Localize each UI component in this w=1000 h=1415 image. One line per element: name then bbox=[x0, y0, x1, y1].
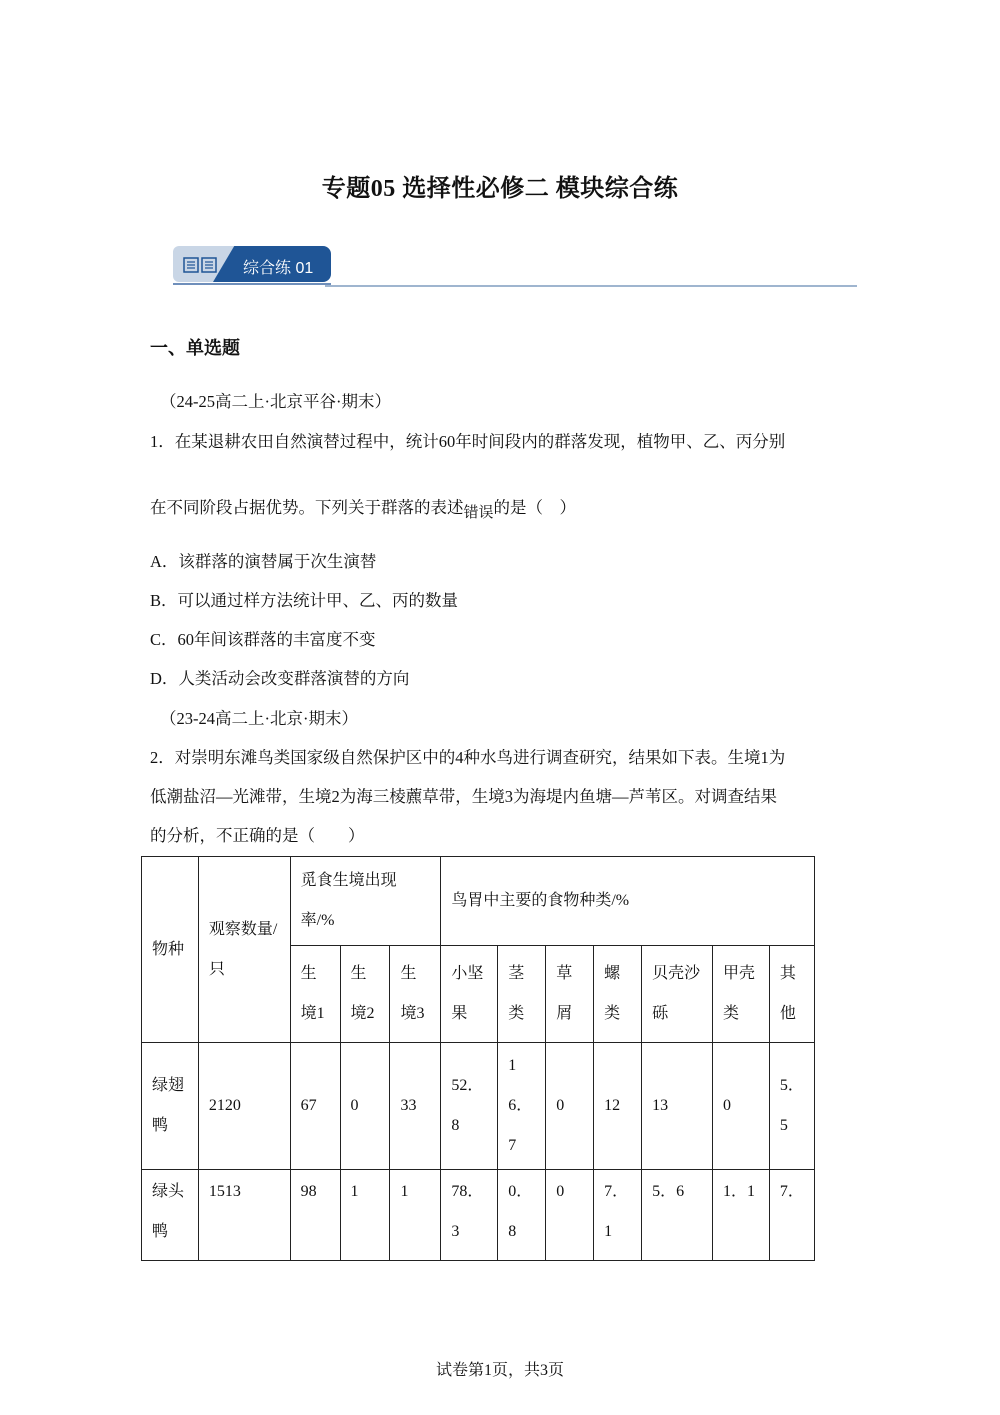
cell-f6: 0 bbox=[712, 1043, 769, 1170]
cell-count: 1513 bbox=[198, 1170, 290, 1261]
q1-option-c: C．60年间该群落的丰富度不变 bbox=[150, 630, 376, 649]
cell-f1: 52．8 bbox=[441, 1043, 498, 1170]
header-habitat-1: 生境1 bbox=[290, 946, 340, 1043]
cell-count: 2120 bbox=[198, 1043, 290, 1170]
cell-h1: 67 bbox=[290, 1043, 340, 1170]
q1-stem-emphasis: 错误 bbox=[463, 505, 494, 521]
cell-f2: 16．7 bbox=[498, 1043, 546, 1170]
page-footer: 试卷第1页，共3页 bbox=[435, 1362, 564, 1379]
cell-f4: 7．1 bbox=[594, 1170, 642, 1261]
cell-f4: 12 bbox=[594, 1043, 642, 1170]
survey-table bbox=[141, 856, 815, 1261]
cell-species: 绿头鸭 bbox=[142, 1170, 199, 1261]
cell-h2: 1 bbox=[340, 1170, 390, 1261]
banner-underline bbox=[173, 283, 331, 285]
table-row bbox=[142, 1043, 815, 1170]
banner-label: 综合练 01 bbox=[243, 260, 314, 277]
q1-stem-end: 的是（ ） bbox=[493, 498, 577, 517]
header-species: 物种 bbox=[142, 857, 199, 1043]
q2-source: （23-24高二上·北京·期末） bbox=[160, 709, 358, 728]
header-food-shell-gravel: 贝壳沙砾 bbox=[642, 946, 713, 1043]
cell-f7: 7． bbox=[769, 1170, 814, 1261]
q2-stem-line3: 的分析，不正确的是（ ） bbox=[150, 826, 365, 845]
header-habitat-2: 生境2 bbox=[340, 946, 390, 1043]
section-banner bbox=[173, 246, 331, 284]
header-count: 观察数量/只 bbox=[198, 857, 290, 1043]
cell-f7: 5．5 bbox=[769, 1043, 814, 1170]
q1-stem-line2 bbox=[150, 494, 577, 521]
section-heading: 一、单选题 bbox=[150, 338, 240, 359]
q1-option-b: B．可以通过样方法统计甲、乙、丙的数量 bbox=[150, 591, 459, 610]
header-food: 鸟胃中主要的食物种类/% bbox=[441, 857, 815, 946]
header-habitat: 觅食生境出现率/% bbox=[290, 857, 441, 946]
header-rule bbox=[325, 285, 857, 287]
header-habitat-3: 生境3 bbox=[390, 946, 441, 1043]
header-food-other: 其他 bbox=[769, 946, 814, 1043]
q1-stem-text: 在不同阶段占据优势。下列关于群落的表述 bbox=[150, 498, 464, 517]
q1-source: （24-25高二上·北京平谷·期末） bbox=[160, 392, 391, 411]
header-food-stems: 茎类 bbox=[498, 946, 546, 1043]
page-title: 专题05 选择性必修二 模块综合练 bbox=[321, 176, 679, 202]
q1-option-d: D．人类活动会改变群落演替的方向 bbox=[150, 669, 410, 688]
cell-f3: 0 bbox=[546, 1043, 594, 1170]
q2-stem-line2: 低潮盐沼—光滩带，生境2为海三棱藨草带，生境3为海堤内鱼塘—芦苇区。对调查结果 bbox=[150, 787, 777, 806]
cell-h2: 0 bbox=[340, 1043, 390, 1170]
header-food-snails: 螺类 bbox=[594, 946, 642, 1043]
q2-stem-line1: 2．对崇明东滩鸟类国家级自然保护区中的4种水鸟进行调查研究，结果如下表。生境1为 bbox=[150, 748, 786, 767]
cell-h1: 98 bbox=[290, 1170, 340, 1261]
cell-f1: 78．3 bbox=[441, 1170, 498, 1261]
header-food-grass: 草屑 bbox=[546, 946, 594, 1043]
header-food-crustaceans: 甲壳类 bbox=[712, 946, 769, 1043]
cell-h3: 33 bbox=[390, 1043, 441, 1170]
q1-option-a: A．该群落的演替属于次生演替 bbox=[150, 552, 377, 571]
book-icon bbox=[183, 257, 217, 273]
cell-f5: 5．6 bbox=[642, 1170, 713, 1261]
cell-h3: 1 bbox=[390, 1170, 441, 1261]
cell-f6: 1．1 bbox=[712, 1170, 769, 1261]
cell-f5: 13 bbox=[642, 1043, 713, 1170]
q1-stem-line1: 1．在某退耕农田自然演替过程中，统计60年时间段内的群落发现，植物甲、乙、丙分别 bbox=[150, 432, 786, 451]
cell-species: 绿翅鸭 bbox=[142, 1043, 199, 1170]
table-row bbox=[142, 1170, 815, 1261]
header-food-nuts: 小坚果 bbox=[441, 946, 498, 1043]
cell-f2: 0．8 bbox=[498, 1170, 546, 1261]
cell-f3: 0 bbox=[546, 1170, 594, 1261]
